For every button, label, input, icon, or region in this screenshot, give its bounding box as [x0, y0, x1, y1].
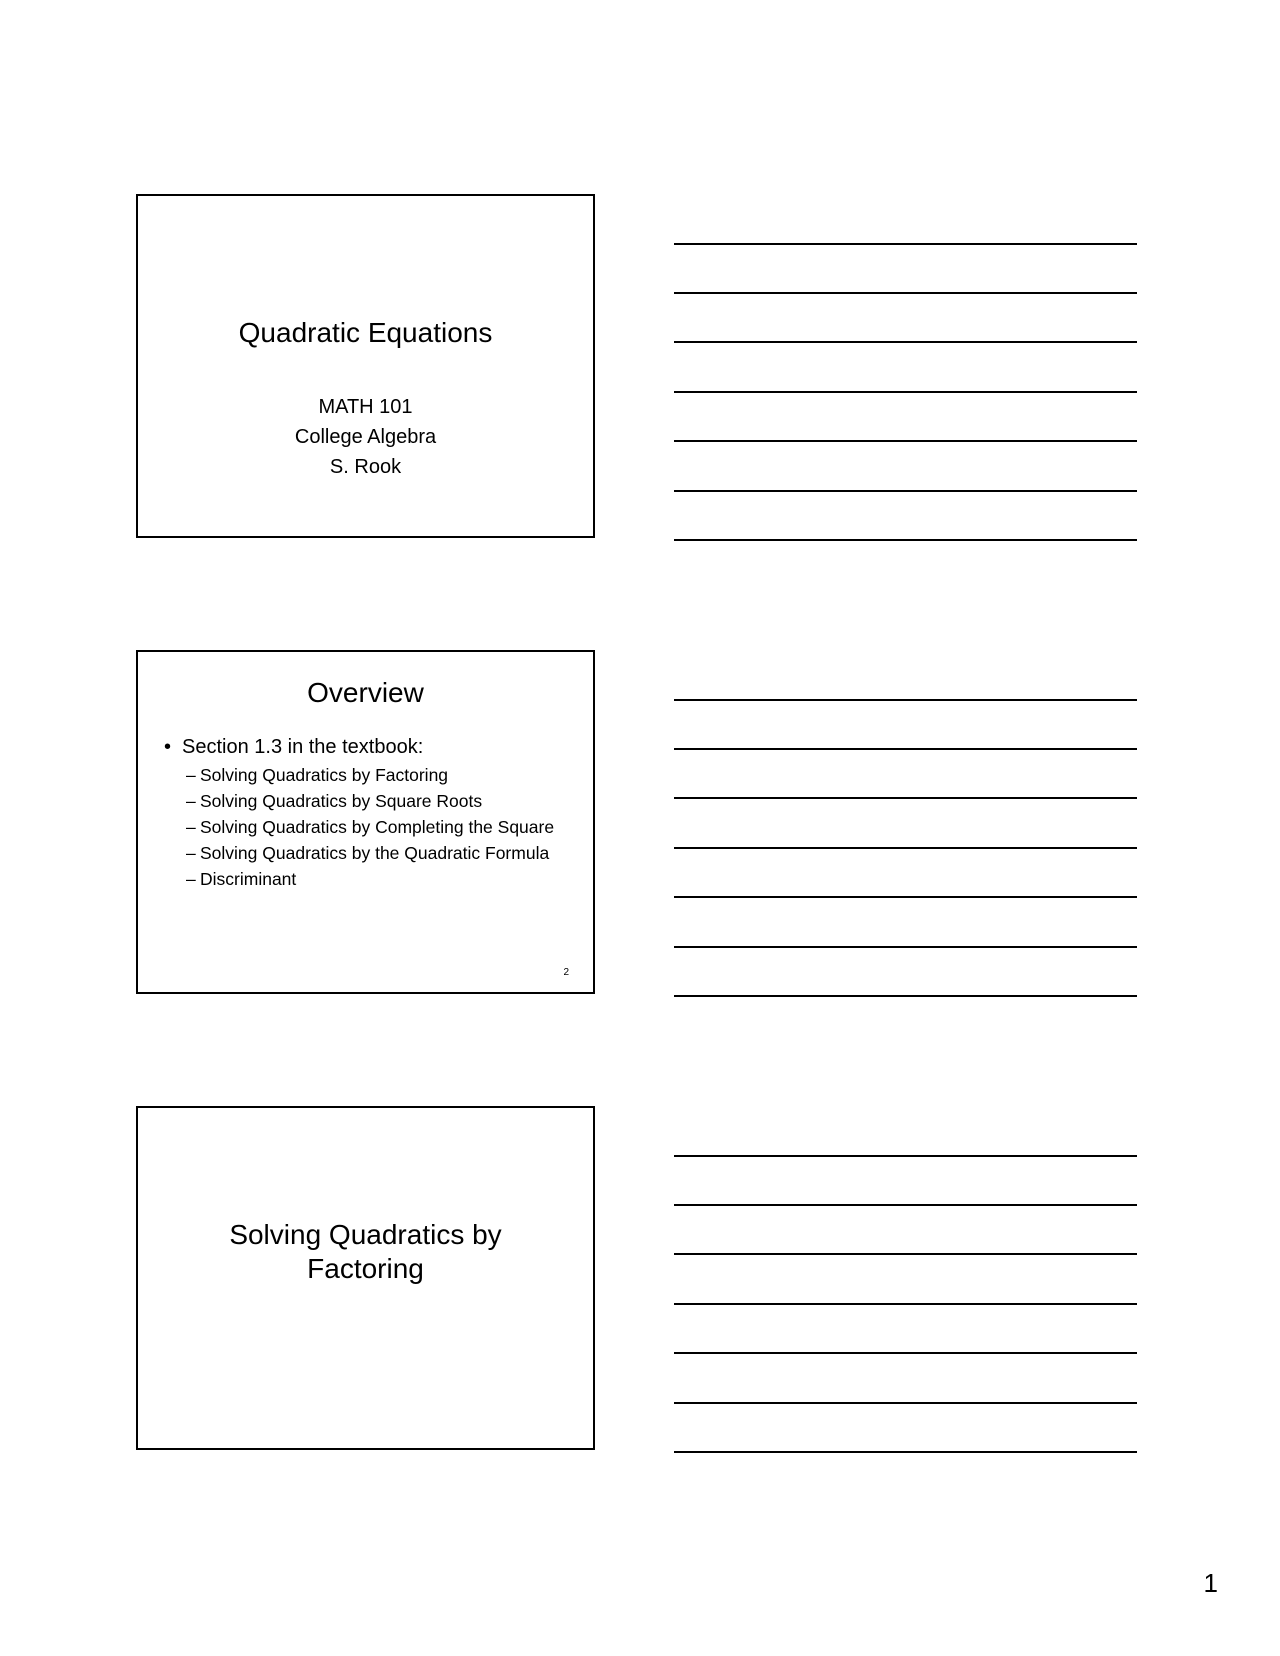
bullet-item: [164, 734, 423, 760]
note-line: [674, 1204, 1137, 1206]
course-code: MATH 101: [318, 396, 413, 418]
slide-title: Overview: [307, 677, 424, 708]
slide-3-title-block: [138, 1218, 593, 1286]
note-line: [674, 292, 1137, 294]
slide-title-line-1: Solving Quadratics by: [229, 1219, 502, 1250]
note-line: [674, 539, 1137, 541]
slide-2: [136, 650, 595, 994]
slide-1: [136, 194, 595, 538]
slide-title-line-2: Factoring: [307, 1253, 424, 1284]
page-number: 1: [1203, 1568, 1218, 1598]
slide-number: 2: [563, 967, 569, 978]
list-item: [186, 840, 554, 866]
note-line: [674, 1253, 1137, 1255]
author: S. Rook: [329, 456, 402, 478]
note-line: [674, 995, 1137, 997]
dash-icon: –: [186, 791, 196, 811]
note-line: [674, 243, 1137, 245]
slide-title: Quadratic Equations: [238, 317, 493, 348]
slide-3: [136, 1106, 595, 1450]
note-line: [674, 699, 1137, 701]
note-line: [674, 797, 1137, 799]
list-item-text: Discriminant: [200, 869, 297, 889]
list-item-text: Solving Quadratics by Square Roots: [200, 791, 483, 811]
dash-icon: –: [186, 817, 196, 837]
note-line: [674, 490, 1137, 492]
note-line: [674, 341, 1137, 343]
note-line: [674, 748, 1137, 750]
note-line: [674, 1303, 1137, 1305]
list-item-text: Solving Quadratics by Factoring: [200, 765, 449, 785]
dash-icon: –: [186, 765, 196, 785]
note-line: [674, 847, 1137, 849]
list-item-text: Solving Quadratics by the Quadratic Formula: [200, 843, 550, 863]
slide-1-title-block: [138, 316, 593, 350]
note-line: [674, 1155, 1137, 1157]
bullet-icon: •: [164, 736, 172, 758]
bullet-text: Section 1.3 in the textbook:: [182, 736, 424, 758]
note-line: [674, 1402, 1137, 1404]
list-item-text: Solving Quadratics by Completing the Square: [200, 817, 555, 837]
list-item: [186, 814, 554, 840]
note-line: [674, 1352, 1137, 1354]
note-line: [674, 1451, 1137, 1453]
slide-1-subtitle: [138, 392, 593, 482]
note-line: [674, 896, 1137, 898]
sub-bullet-list: [186, 762, 554, 892]
list-item: [186, 866, 554, 892]
list-item: [186, 788, 554, 814]
note-line: [674, 440, 1137, 442]
note-line: [674, 946, 1137, 948]
course-name: College Algebra: [294, 426, 437, 448]
slide-2-title-block: [138, 676, 593, 710]
dash-icon: –: [186, 843, 196, 863]
note-line: [674, 391, 1137, 393]
dash-icon: –: [186, 869, 196, 889]
list-item: [186, 762, 554, 788]
